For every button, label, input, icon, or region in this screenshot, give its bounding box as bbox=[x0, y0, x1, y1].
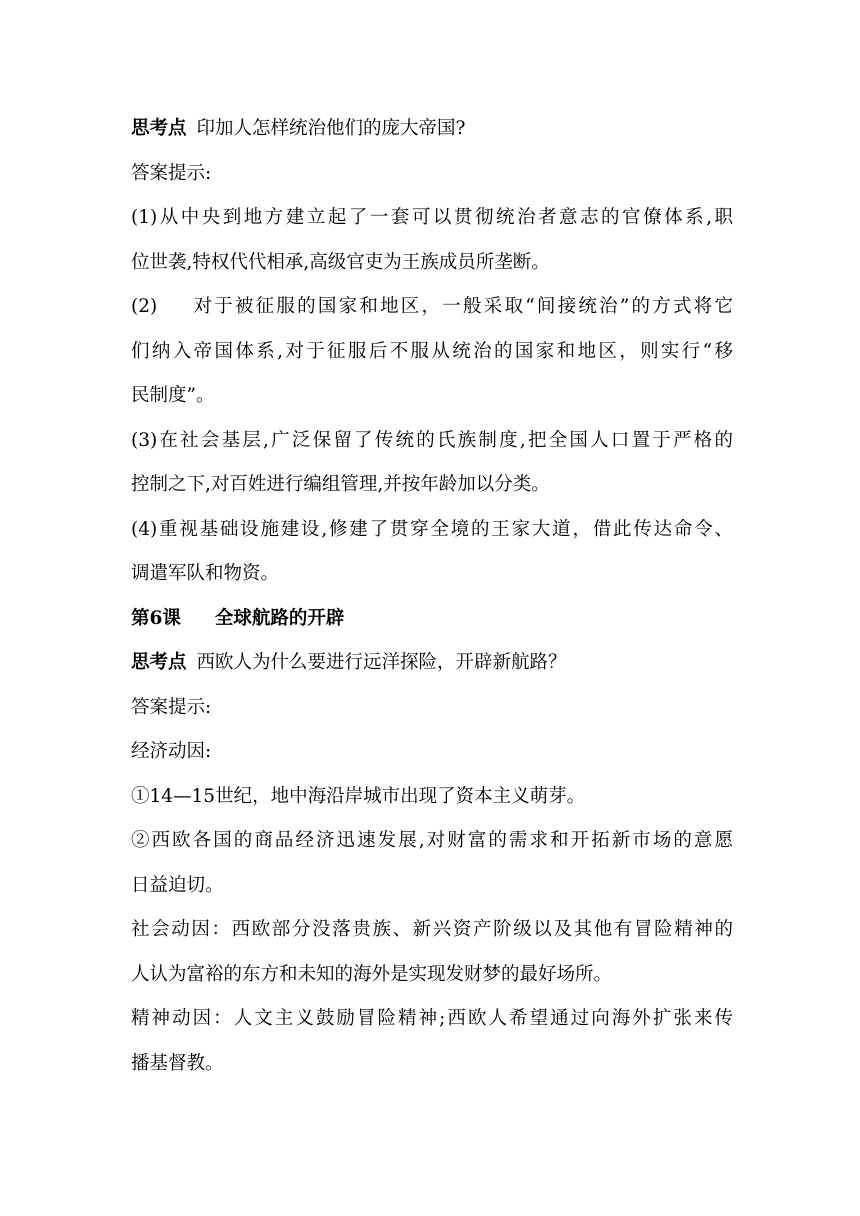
point-1-line-2: 位世袭,特权代代相承,高级官吏为王族成员所垄断。 bbox=[131, 251, 550, 273]
economic-point-1: ①14—15世纪，地中海沿岸城市出现了资本主义萌芽。 bbox=[131, 785, 586, 807]
spiritual-motive-line-1: 精神动因：人文主义鼓励冒险精神;西欧人希望通过向海外扩张来传 bbox=[131, 1008, 733, 1029]
social-motive-line-2: 人认为富裕的东方和未知的海外是实现发财梦的最好场所。 bbox=[131, 963, 613, 985]
question-text: 西欧人为什么要进行远洋探险，开辟新航路？ bbox=[196, 652, 567, 673]
lesson-heading bbox=[131, 597, 733, 642]
lesson-number: 第6课 bbox=[131, 607, 181, 629]
point-2-text: 对于被征服的国家和地区，一般采取“间接统治”的方式将它 bbox=[191, 296, 733, 317]
spiritual-motive-line-2: 播基督教。 bbox=[131, 1052, 224, 1074]
social-motive-line-1: 社会动因：西欧部分没落贵族、新兴资产阶级以及其他有冒险精神的 bbox=[131, 919, 733, 940]
question-text: 印加人怎样统治他们的庞大帝国? bbox=[196, 118, 466, 139]
point-2-number: (2) bbox=[131, 296, 158, 317]
point-2-line-2: 们纳入帝国体系,对于征服后不服从统治的国家和地区，则实行“移 bbox=[131, 340, 733, 362]
point-2-line-1 bbox=[131, 285, 733, 330]
economic-point-2-line-2: 日益迫切。 bbox=[131, 874, 224, 896]
question-label: 思考点 bbox=[131, 652, 187, 673]
answer-hint-label: 答案提示: bbox=[131, 696, 212, 718]
question-2-line bbox=[131, 641, 733, 686]
point-3-line-2: 控制之下,对百姓进行编组管理,并按年龄加以分类。 bbox=[131, 474, 550, 495]
document-page bbox=[131, 107, 733, 1086]
question-label: 思考点 bbox=[131, 118, 187, 139]
answer-hint-label: 答案提示: bbox=[131, 162, 212, 184]
point-2-line-3: 民制度”。 bbox=[131, 385, 215, 406]
economic-point-2-line-1: ②西欧各国的商品经济迅速发展,对财富的需求和开拓新市场的意愿 bbox=[131, 830, 733, 851]
point-4-line-2: 调遣军队和物资。 bbox=[131, 563, 280, 584]
point-3-line-1: (3)在社会基层,广泛保留了传统的氏族制度,把全国人口置于严格的 bbox=[131, 429, 733, 451]
point-1-line-1: (1)从中央到地方建立起了一套可以贯彻统治者意志的官僚体系,职 bbox=[131, 207, 733, 228]
economic-motive-label: 经济动因: bbox=[131, 741, 212, 762]
lesson-title: 全球航路的开辟 bbox=[214, 607, 345, 629]
question-1-line bbox=[131, 107, 733, 152]
point-4-line-1: (4)重视基础设施建设,修建了贯穿全境的王家大道，借此传达命令、 bbox=[131, 518, 733, 540]
